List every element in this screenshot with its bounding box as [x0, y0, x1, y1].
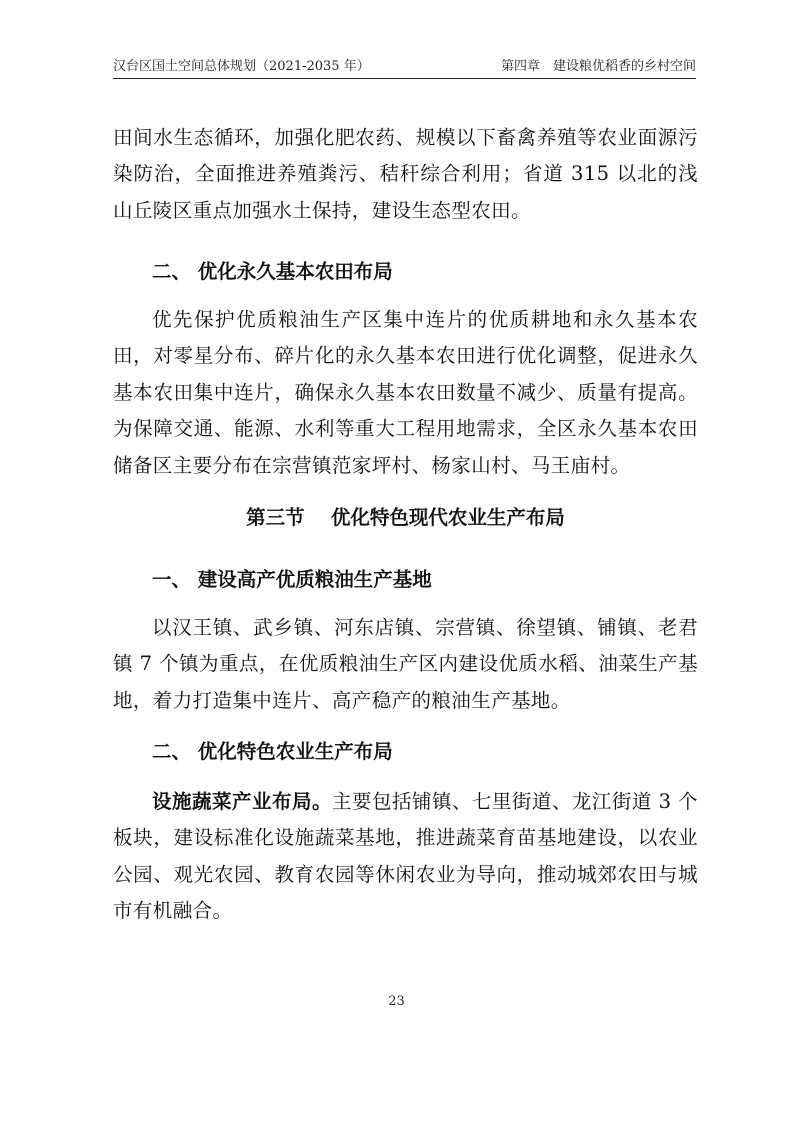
- paragraph-water-ecology: 田间水生态循环，加强化肥农药、规模以下畜禽养殖等农业面源污染防治，全面推进养殖粪污、秸秆综合利用；省道 315 以北的浅山丘陵区重点加强水土保持，建设生态型农田。: [113, 126, 698, 222]
- paragraph-vegetable-industry: [113, 784, 698, 930]
- paragraph-body-text: 主要包括铺镇、七里街道、龙江街道 3 个板块，建设标准化设施蔬菜基地，推进蔬菜育苗基地建设，以农业公园、观光农园、教育农园等休闲农业为导向，推动城郊农田与城市有机融合。: [113, 790, 698, 923]
- header-document-title: 汉台区国土空间总体规划（2021-2035 年）: [113, 59, 370, 74]
- header-rule: [113, 78, 696, 79]
- running-header: [113, 57, 696, 77]
- header-chapter-title: 第四章 建设粮优稻香的乡村空间: [500, 59, 696, 74]
- paragraph-lead-phrase: 设施蔬菜产业布局。: [152, 790, 332, 813]
- heading-specialty-agriculture: 二、 优化特色农业生产布局: [152, 740, 393, 763]
- section-title: 第三节 优化特色现代农业生产布局: [246, 506, 565, 529]
- paragraph-grain-oil-towns: 以汉王镇、武乡镇、河东店镇、宗营镇、徐望镇、铺镇、老君镇 7 个镇为重点，在优质粮油生产区内建设优质水稻、油菜生产基地，着力打造集中连片、高产稳产的粮油生产基地。: [113, 616, 698, 712]
- heading-optimize-farmland-layout: 二、 优化永久基本农田布局: [152, 260, 393, 283]
- page-number: 23: [388, 994, 405, 1009]
- heading-grain-oil-base: 一、 建设高产优质粮油生产基地: [152, 568, 432, 591]
- paragraph-farmland-protection: 优先保护优质粮油生产区集中连片的优质耕地和永久基本农田，对零星分布、碎片化的永久基本农田进行优化调整，促进永久基本农田集中连片，确保永久基本农田数量不减少、质量有提高。为保障交通、能源、水利等重大工程用地需求，全区永久基本农田储备区主要分布在宗营镇范家坪村、杨家山村、马王庙村。: [113, 308, 698, 477]
